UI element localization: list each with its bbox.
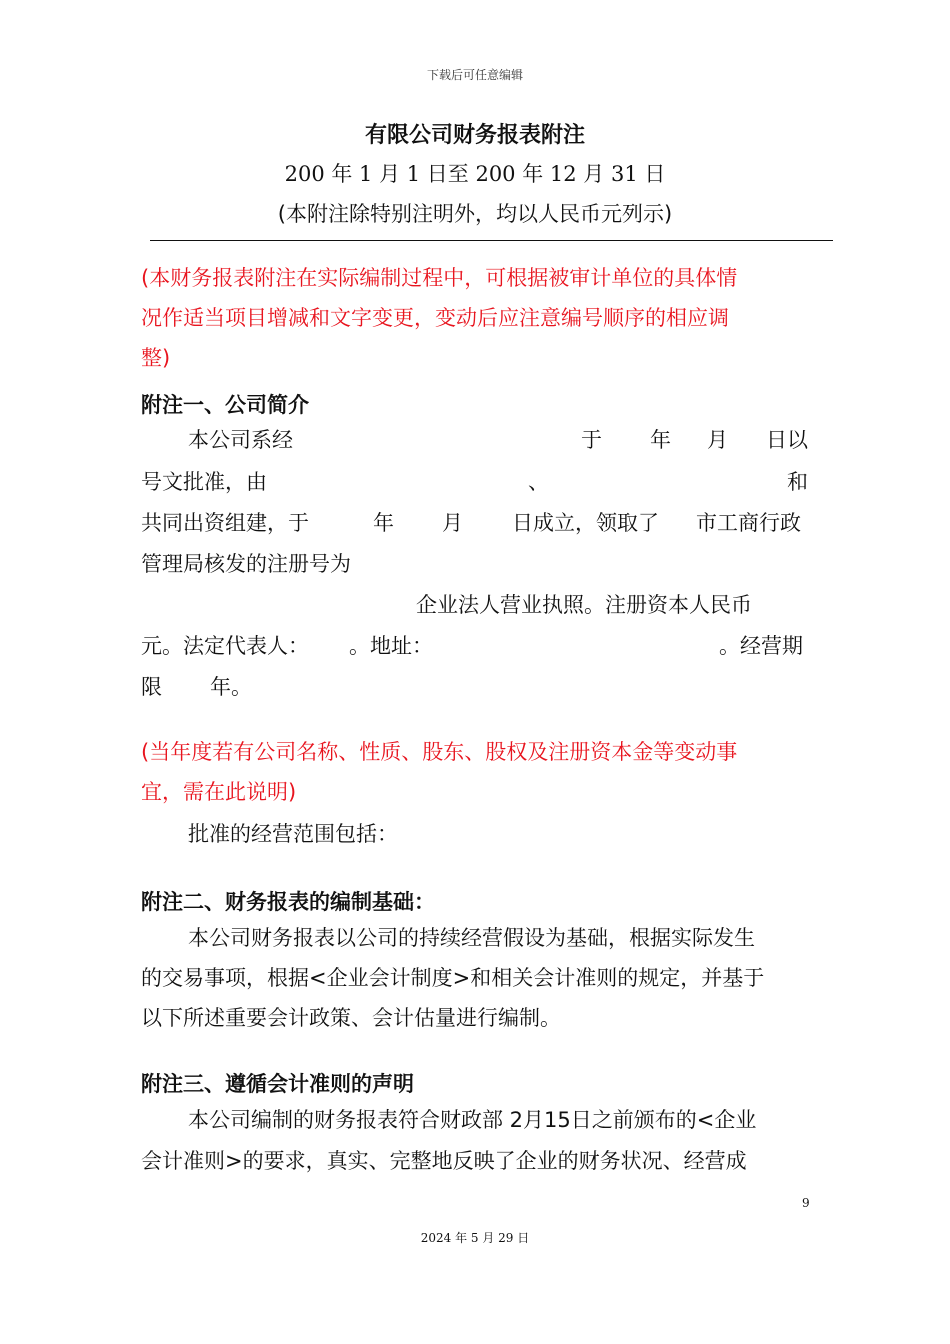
page-header: 下载后可任意编辑: [426, 68, 523, 82]
profile-text: 于: [581, 428, 602, 452]
paragraph-line: 会计准则>的要求，真实、完整地反映了企业的财务状况、经营成: [141, 1149, 747, 1173]
profile-text: 年。: [210, 675, 252, 699]
profile-text: 。经营期: [719, 634, 803, 658]
red-note-line: 宜，需在此说明): [141, 780, 297, 804]
profile-text: 市工商行政: [696, 511, 801, 535]
section-heading-compliance-statement: 附注三、遵循会计准则的声明: [141, 1072, 414, 1096]
red-note-line: 整): [141, 346, 171, 370]
profile-text: 共同出资组建，于: [141, 511, 309, 535]
section-heading-basis-of-preparation: 附注二、财务报表的编制基础：: [141, 890, 435, 914]
profile-text: 、: [528, 470, 549, 494]
paragraph-line: 以下所述重要会计政策、会计估量进行编制。: [141, 1006, 561, 1030]
reporting-period: 200 年 1 月 1 日至 200 年 12 月 31 日: [284, 162, 666, 186]
profile-text: 限: [141, 675, 162, 699]
business-scope-line: 批准的经营范围包括：: [188, 822, 398, 846]
currency-note: (本附注除特别注明外，均以人民币元列示): [277, 202, 673, 226]
paragraph-line: 本公司财务报表以公司的持续经营假设为基础，根据实际发生: [188, 926, 755, 950]
section-heading-company-profile: 附注一、公司简介: [141, 393, 309, 417]
profile-text: 本公司系经: [188, 428, 293, 452]
document-title: 有限公司财务报表附注: [364, 123, 585, 148]
profile-text: 年: [373, 511, 394, 535]
page-number: 9: [802, 1196, 810, 1210]
profile-text: 。地址：: [349, 634, 433, 658]
red-note-line: (本财务报表附注在实际编制过程中，可根据被审计单位的具体情: [141, 266, 738, 290]
profile-text: 年: [650, 428, 671, 452]
profile-text: 企业法人营业执照。注册资本人民币: [416, 593, 752, 617]
paragraph-line: 的交易事项，根据<企业会计制度>和相关会计准则的规定，并基于: [141, 966, 765, 990]
profile-text: 管理局核发的注册号为: [141, 552, 351, 576]
profile-text: 月: [707, 428, 728, 452]
profile-text: 日以: [766, 428, 808, 452]
title-divider: [150, 240, 833, 241]
profile-text: 日成立，领取了: [512, 511, 659, 535]
profile-text: 号文批准，由: [141, 470, 267, 494]
paragraph-line: 本公司编制的财务报表符合财政部 2月15日之前颁布的<企业: [188, 1108, 757, 1132]
profile-text: 元。法定代表人：: [141, 634, 309, 658]
profile-text: 月: [442, 511, 463, 535]
red-note-line: 况作适当项目增减和文字变更，变动后应注意编号顺序的相应调: [141, 306, 729, 330]
footer-date: 2024 年 5 月 29 日: [420, 1231, 530, 1245]
profile-text: 和: [787, 470, 808, 494]
red-note-line: (当年度若有公司名称、性质、股东、股权及注册资本金等变动事: [141, 740, 738, 764]
